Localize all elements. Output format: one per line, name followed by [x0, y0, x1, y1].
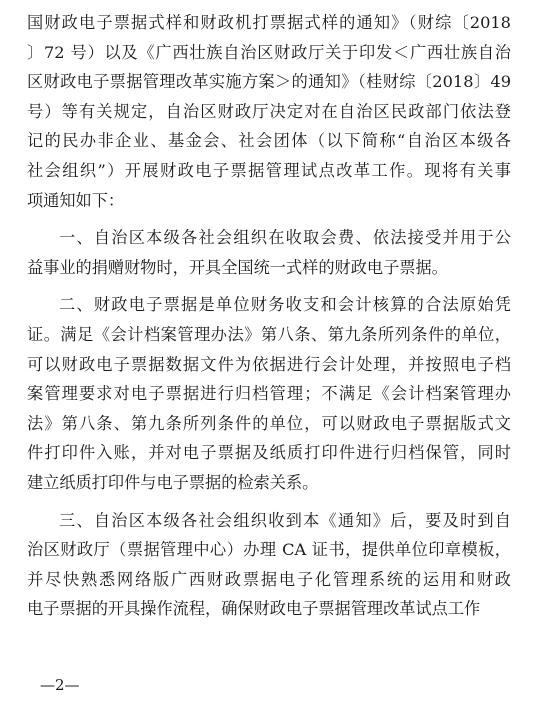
text-line: 社会组织”）开展财政电子票据管理试点改革工作。现将有关事 [27, 160, 511, 180]
text-line: 三、自治区本级各社会组织收到本《通知》后，要及时到自 [59, 510, 511, 530]
text-line: 案管理要求对电子票据进行归档管理；不满足《会计档案管理办 [27, 384, 511, 404]
paragraph-gap [27, 215, 511, 223]
text-line: 可以财政电子票据数据文件为依据进行会计处理，并按照电子档 [27, 354, 511, 374]
text-line: 号）等有关规定，自治区财政厅决定对在自治区民政部门依法登 [27, 101, 511, 121]
text-line: 并尽快熟悉网络版广西财政票据电子化管理系统的运用和财政 [27, 569, 511, 589]
paragraph [27, 8, 511, 215]
paragraph [27, 223, 511, 282]
text-line: 法》第八条、第九条所列条件的单位，可以财政电子票据版式文 [27, 413, 511, 433]
text-line: 二、财政电子票据是单位财务收支和会计核算的合法原始凭 [59, 295, 511, 315]
text-line: 一、自治区本级各社会组织在收取会费、依法接受并用于公 [59, 228, 511, 248]
text-line: 证。满足《会计档案管理办法》第八条、第九条所列条件的单位， [27, 324, 511, 344]
paragraph-gap [27, 282, 511, 290]
paragraph-gap [27, 498, 511, 506]
text-line: 治区财政厅（票据管理中心）办理 CA 证书，提供单位印章模板， [27, 540, 511, 560]
text-line: 电子票据的开具操作流程，确保财政电子票据管理改革试点工作 [27, 599, 481, 619]
paragraph [27, 506, 511, 624]
text-line: 项通知如下： [27, 190, 125, 210]
page-number: —2— [40, 676, 80, 694]
text-line: 〕72 号）以及《广西壮族自治区财政厅关于印发＜广西壮族自治 [27, 42, 511, 62]
text-line: 益事业的捐赠财物时，开具全国统一式样的财政电子票据。 [27, 257, 448, 277]
paragraph [27, 290, 511, 497]
text-line: 件打印件入账，并对电子票据及纸质打印件进行归档保管，同时 [27, 443, 511, 463]
text-line: 记的民办非企业、基金会、社会团体（以下简称“自治区本级各 [27, 131, 511, 151]
text-line: 建立纸质打印件与电子票据的检索关系。 [27, 472, 319, 492]
text-line: 区财政电子票据管理改革实施方案＞的通知》（桂财综〔2018〕49 [27, 72, 511, 92]
text-line: 国财政电子票据式样和财政机打票据式样的通知》（财综〔2018 [27, 13, 511, 32]
document-body [27, 8, 511, 624]
